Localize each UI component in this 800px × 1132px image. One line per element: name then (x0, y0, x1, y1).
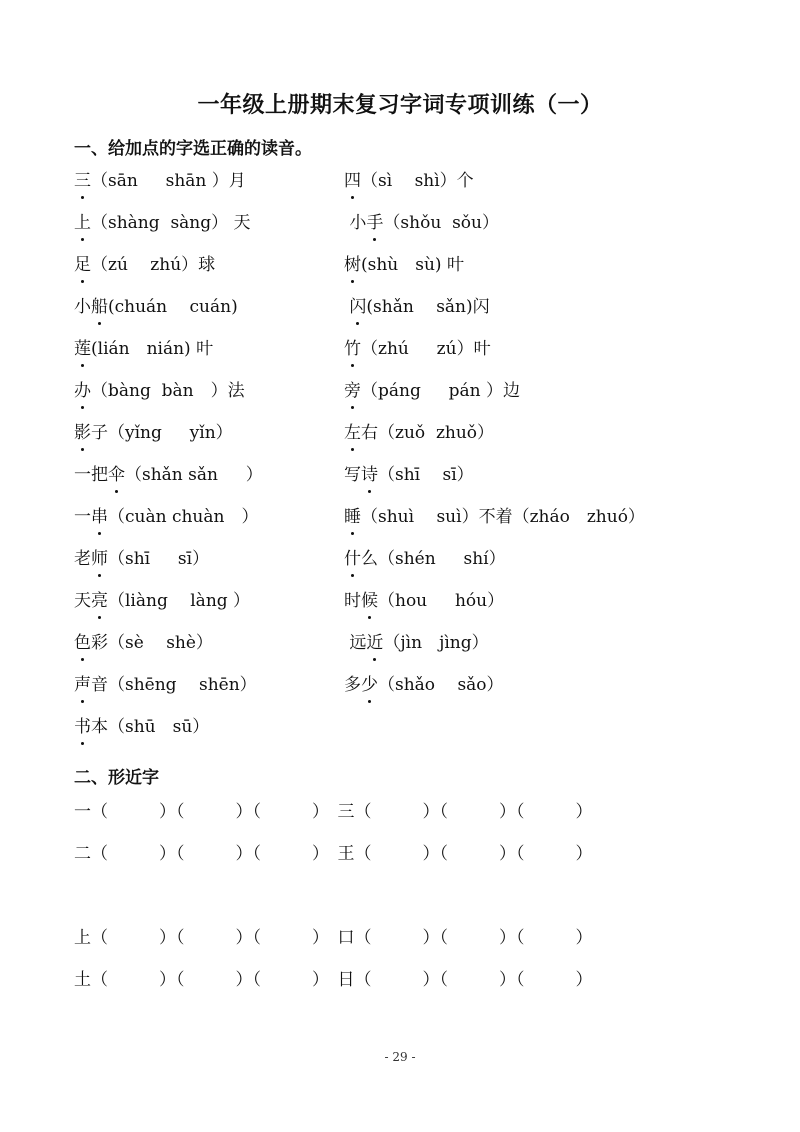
exercise-row (74, 294, 754, 336)
exercise-item (74, 378, 245, 404)
exercise-row (74, 210, 754, 252)
item-pinyin-choices: （páng pán ）边 (361, 381, 521, 401)
dotted-character: 串 (91, 504, 108, 530)
item-pinyin-choices: （zú zhú）球 (91, 255, 216, 275)
item-pinyin-choices: 本（shū sū） (91, 717, 210, 737)
exercise-row (74, 714, 754, 756)
exercise-row (74, 672, 754, 714)
item-pinyin-choices: (shǎn sǎn)闪 (366, 297, 490, 317)
dotted-character: 办 (74, 378, 91, 404)
item-pinyin-choices: （shàng sàng） 天 (91, 213, 251, 233)
dotted-character: 莲 (74, 336, 91, 362)
exercise-row (74, 546, 754, 588)
exercise-item (344, 504, 645, 530)
dotted-character: 诗 (361, 462, 378, 488)
item-prefix: 小 (74, 297, 91, 317)
exercise-item (344, 462, 474, 488)
dotted-character: 伞 (108, 462, 125, 488)
exercise-row (74, 630, 754, 672)
item-pinyin-choices: 子（yǐng yǐn） (91, 423, 233, 443)
item-pinyin-choices: (lián nián) 叶 (91, 339, 214, 359)
exercise-row (74, 168, 754, 210)
dotted-character: 船 (91, 294, 108, 320)
item-pinyin-choices: 彩（sè shè） (91, 633, 213, 653)
pinyin-exercise-list (74, 168, 754, 756)
exercise-row (74, 588, 754, 630)
dotted-character: 影 (74, 420, 91, 446)
dotted-character: 什 (344, 546, 361, 572)
exercise-row (74, 252, 754, 294)
dotted-character: 亮 (91, 588, 108, 614)
dotted-character: 候 (361, 588, 378, 614)
exercise-item (74, 504, 258, 530)
dotted-character: 睡 (344, 504, 361, 530)
exercise-item (74, 252, 215, 278)
item-prefix: 小 (344, 213, 367, 233)
item-pinyin-choices: （bàng bàn ）法 (91, 381, 245, 401)
exercise-row (74, 420, 754, 462)
dotted-character: 三 (74, 168, 91, 194)
item-pinyin-choices: （shuì suì）不着（zháo zhuó） (361, 507, 645, 527)
dotted-character: 左 (344, 420, 361, 446)
item-pinyin-choices: 音（shēng shēn） (91, 675, 257, 695)
item-prefix: 多 (344, 675, 361, 695)
section-1-heading: 一、给加点的字选正确的读音。 (74, 139, 312, 159)
dotted-character: 声 (74, 672, 91, 698)
dotted-character: 少 (361, 672, 378, 698)
item-pinyin-choices: （shǎn sǎn ） (125, 465, 263, 485)
similar-char-line: 一（ ）（ ）（ ） 三（ ）（ ）（ ） (74, 802, 593, 822)
exercise-item (74, 672, 257, 698)
item-pinyin-choices: （shī sī） (108, 549, 210, 569)
exercise-item (344, 168, 474, 194)
item-pinyin-choices: （hou hóu） (378, 591, 505, 611)
similar-char-line: 上（ ）（ ）（ ） 口（ ）（ ）（ ） (74, 928, 593, 948)
exercise-item (344, 546, 506, 572)
item-prefix: 写 (344, 465, 361, 485)
section-2-heading: 二、形近字 (74, 768, 159, 788)
similar-char-line: 二（ ）（ ）（ ） 王（ ）（ ）（ ） (74, 844, 593, 864)
dotted-character: 近 (366, 630, 383, 656)
item-pinyin-choices: （shǒu sǒu） (383, 213, 499, 233)
item-pinyin-choices: （sì shì）个 (361, 171, 474, 191)
exercise-item (74, 546, 209, 572)
page-number: - 29 - (384, 1050, 416, 1064)
item-pinyin-choices: （shī sī） (378, 465, 474, 485)
item-prefix: 一把 (74, 465, 108, 485)
item-pinyin-choices: 么（shén shí） (361, 549, 506, 569)
item-pinyin-choices: 右（zuǒ zhuǒ） (361, 423, 495, 443)
item-pinyin-choices: (shù sù) 叶 (361, 255, 464, 275)
item-pinyin-choices: （sān shān ）月 (91, 171, 246, 191)
dotted-character: 手 (366, 210, 383, 236)
exercise-item (344, 252, 464, 278)
dotted-character: 色 (74, 630, 91, 656)
exercise-item (344, 294, 490, 320)
exercise-row (74, 504, 754, 546)
dotted-character: 师 (91, 546, 108, 572)
dotted-character: 上 (74, 210, 91, 236)
exercise-row (74, 336, 754, 378)
item-pinyin-choices: (chuán cuán) (108, 297, 238, 317)
exercise-row (74, 378, 754, 420)
exercise-item (344, 672, 504, 698)
item-prefix: 天 (74, 591, 91, 611)
exercise-item (344, 420, 494, 446)
item-pinyin-choices: （cuàn chuàn ） (108, 507, 259, 527)
dotted-character: 树 (344, 252, 361, 278)
exercise-item (74, 588, 250, 614)
exercise-item (344, 378, 520, 404)
exercise-item (74, 462, 263, 488)
exercise-row (74, 462, 754, 504)
exercise-item (344, 630, 489, 656)
item-pinyin-choices: （shǎo sǎo） (378, 675, 504, 695)
exercise-item (344, 210, 499, 236)
item-prefix: 一 (74, 507, 91, 527)
exercise-item (74, 630, 213, 656)
exercise-item (74, 168, 246, 194)
page-title: 一年级上册期末复习字词专项训练（一） (197, 92, 603, 118)
item-pinyin-choices: （liàng làng ） (108, 591, 251, 611)
exercise-item (74, 294, 238, 320)
item-pinyin-choices: （jìn jìng） (383, 633, 489, 653)
exercise-item (344, 336, 491, 362)
dotted-character: 竹 (344, 336, 361, 362)
item-prefix: 老 (74, 549, 91, 569)
exercise-item (344, 588, 504, 614)
item-pinyin-choices: （zhú zú）叶 (361, 339, 491, 359)
dotted-character: 闪 (349, 294, 366, 320)
item-prefix: 时 (344, 591, 361, 611)
exercise-item (74, 420, 233, 446)
dotted-character: 足 (74, 252, 91, 278)
exercise-item (74, 210, 251, 236)
dotted-character: 书 (74, 714, 91, 740)
similar-char-line: 土（ ）（ ）（ ） 日（ ）（ ）（ ） (74, 970, 593, 990)
item-prefix: 远 (344, 633, 367, 653)
exercise-item (74, 714, 209, 740)
dotted-character: 四 (344, 168, 361, 194)
exercise-item (74, 336, 213, 362)
dotted-character: 旁 (344, 378, 361, 404)
